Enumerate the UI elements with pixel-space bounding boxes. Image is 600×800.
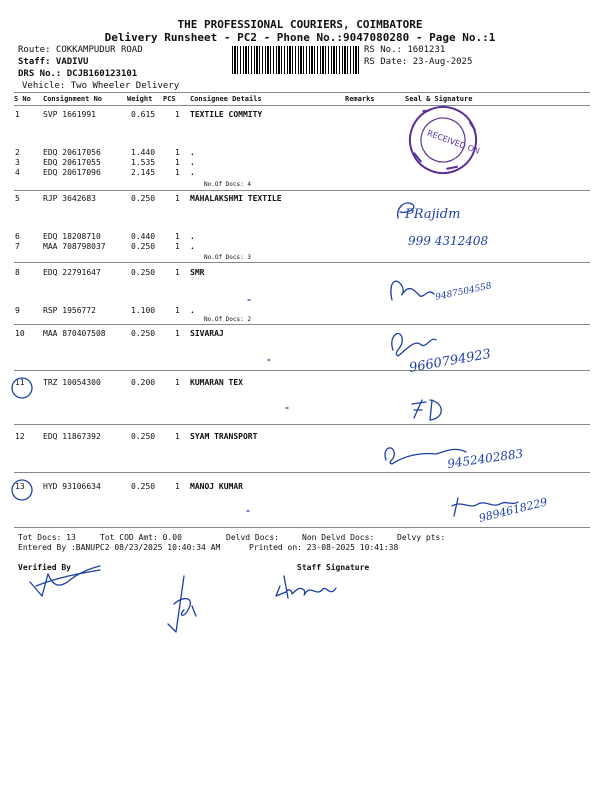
- verified-by-signature: [30, 566, 100, 596]
- staff-signature: [276, 576, 336, 598]
- signature-13-phone: 9894618229: [477, 495, 549, 525]
- drs-number: DRS No.: DCJB160123101: [18, 69, 138, 79]
- printed-on: Printed on: 23-08-2025 10:41:38: [249, 543, 399, 552]
- row-sno: 5: [15, 194, 20, 203]
- signature-8-phone: 9487504558: [434, 281, 493, 303]
- row-consignment: EDQ 18208710: [43, 232, 101, 241]
- stamp-text: RECEIVED ON: [425, 128, 481, 156]
- row-pcs: 1: [175, 482, 180, 491]
- row-weight: 0.440: [131, 232, 156, 241]
- verified-by-label: Verified By: [18, 563, 71, 572]
- staff-signature-label: Staff Signature: [297, 563, 370, 572]
- row-consignment: RSP 1956772: [43, 306, 96, 315]
- row-consignee: .: [190, 148, 195, 157]
- row-weight: 0.250: [131, 432, 156, 441]
- row-weight: 0.250: [131, 242, 156, 251]
- pen-marks: [247, 300, 288, 511]
- row-consignment: EDQ 20617096: [43, 168, 101, 177]
- row-sno: 6: [15, 232, 20, 241]
- col-consignee: Consignee Details: [190, 95, 262, 103]
- row-pcs: 1: [175, 329, 180, 338]
- row-consignee: .: [190, 232, 195, 241]
- row-sno: 12: [15, 432, 25, 441]
- row-consignee: .: [190, 306, 195, 315]
- row-consignment: HYD 93106634: [43, 482, 101, 491]
- row-consignment: EDQ 11867392: [43, 432, 101, 441]
- delvy-pts: Delvy pts:: [397, 533, 446, 542]
- row-weight: 1.535: [131, 158, 156, 167]
- row-weight: 1.440: [131, 148, 156, 157]
- row-consignee: MANOJ KUMAR: [190, 482, 243, 491]
- row-consignment: EDQ 22791647: [43, 268, 101, 277]
- row-consignee: MAHALAKSHMI TEXTILE: [190, 194, 282, 203]
- row-sno: 1: [15, 110, 20, 119]
- row-consignment: RJP 3642683: [43, 194, 96, 203]
- col-seal: Seal & Signature: [405, 95, 473, 103]
- row-consignee: SYAM TRANSPORT: [190, 432, 258, 441]
- row-consignee: KUMARAN TEX: [190, 378, 243, 387]
- row-weight: 0.250: [131, 482, 156, 491]
- row-pcs: 1: [175, 168, 180, 177]
- row-weight: 0.250: [131, 194, 156, 203]
- row-pcs: 1: [175, 432, 180, 441]
- row-sno: 9: [15, 306, 20, 315]
- route-label: Route: COKKAMPUDUR ROAD: [18, 45, 143, 55]
- row-sno: 2: [15, 148, 20, 157]
- col-sno: S No: [14, 95, 31, 103]
- row-pcs: 1: [175, 148, 180, 157]
- signature-5-name: PRajidm: [405, 207, 461, 222]
- row-weight: 0.200: [131, 378, 156, 387]
- received-stamp: [401, 98, 490, 184]
- row-sno: 8: [15, 268, 20, 277]
- signature-11-fd: [412, 400, 441, 420]
- row-consignment: EDQ 20617056: [43, 148, 101, 157]
- row-sno: 3: [15, 158, 20, 167]
- company-title: THE PROFESSIONAL COURIERS, COIMBATORE: [177, 18, 423, 31]
- docs-note-1: No.Of Docs: 4: [204, 181, 251, 188]
- row-consignment: EDQ 20617055: [43, 158, 101, 167]
- signature-10-scribble: [392, 334, 436, 356]
- signature-10-phone: 9660794923: [408, 346, 493, 376]
- row-pcs: 1: [175, 194, 180, 203]
- row-consignee: TEXTILE COMMITY: [190, 110, 263, 119]
- row-11-circle: [12, 378, 32, 398]
- row-pcs: 1: [175, 378, 180, 387]
- rs-number: RS No.: 1601231: [364, 45, 446, 55]
- row-weight: 2.145: [131, 168, 156, 177]
- row-pcs: 1: [175, 110, 180, 119]
- runsheet-title: Delivery Runsheet - PC2 - Phone No.:9047080280 - Page No.:1: [104, 31, 496, 44]
- middle-signature: [168, 576, 196, 632]
- row-sno: 4: [15, 168, 20, 177]
- docs-note-3: No.Of Docs: 2: [204, 316, 251, 323]
- row-weight: 0.250: [131, 268, 156, 277]
- row-weight: 1.100: [131, 306, 156, 315]
- col-weight: Weight: [127, 95, 153, 103]
- row-pcs: 1: [175, 158, 180, 167]
- signature-8-scribble: [391, 281, 434, 300]
- row-pcs: 1: [175, 268, 180, 277]
- row-consignment: TRZ 10054300: [43, 378, 101, 387]
- row-pcs: 1: [175, 242, 180, 251]
- tot-docs: Tot Docs: 13: [18, 533, 76, 542]
- staff-label: Staff: VADIVU: [18, 57, 89, 67]
- row-sno: 11: [15, 378, 25, 387]
- non-delvd-docs: Non Delvd Docs:: [302, 533, 375, 542]
- signature-5-phone: 999 4312408: [408, 234, 489, 248]
- row-sno: 10: [15, 329, 25, 338]
- row-consignment: MAA 870407508: [43, 329, 106, 338]
- row-sno: 7: [15, 242, 20, 251]
- row-consignee: .: [190, 168, 195, 177]
- col-pcs: PCS: [163, 95, 176, 103]
- tot-cod: Tot COD Amt: 0.00: [100, 533, 182, 542]
- rs-date: RS Date: 23-Aug-2025: [364, 57, 473, 67]
- docs-note-2: No.Of Docs: 3: [204, 254, 251, 261]
- row-sno: 13: [15, 482, 25, 491]
- row-consignee: SIVARAJ: [190, 329, 224, 338]
- col-remarks: Remarks: [345, 95, 375, 103]
- row-consignment: MAA 708798037: [43, 242, 106, 251]
- row-weight: 0.250: [131, 329, 156, 338]
- row-13-circle: [12, 480, 32, 500]
- row-pcs: 1: [175, 306, 180, 315]
- row-consignee: SMR: [190, 268, 205, 277]
- row-consignee: .: [190, 158, 195, 167]
- signature-12-phone: 9452402883: [446, 446, 525, 471]
- col-consignment: Consignment No: [43, 95, 103, 103]
- row-weight: 0.615: [131, 110, 156, 119]
- vehicle-label: Vehicle: Two Wheeler Delivery: [22, 81, 180, 91]
- row-pcs: 1: [175, 232, 180, 241]
- delvd-docs: Delvd Docs:: [226, 533, 279, 542]
- entered-by: Entered By :BANUPC2 08/23/2025 10:40:34 AM: [18, 543, 221, 552]
- row-consignee: .: [190, 242, 195, 251]
- row-consignment: SVP 1661991: [43, 110, 96, 119]
